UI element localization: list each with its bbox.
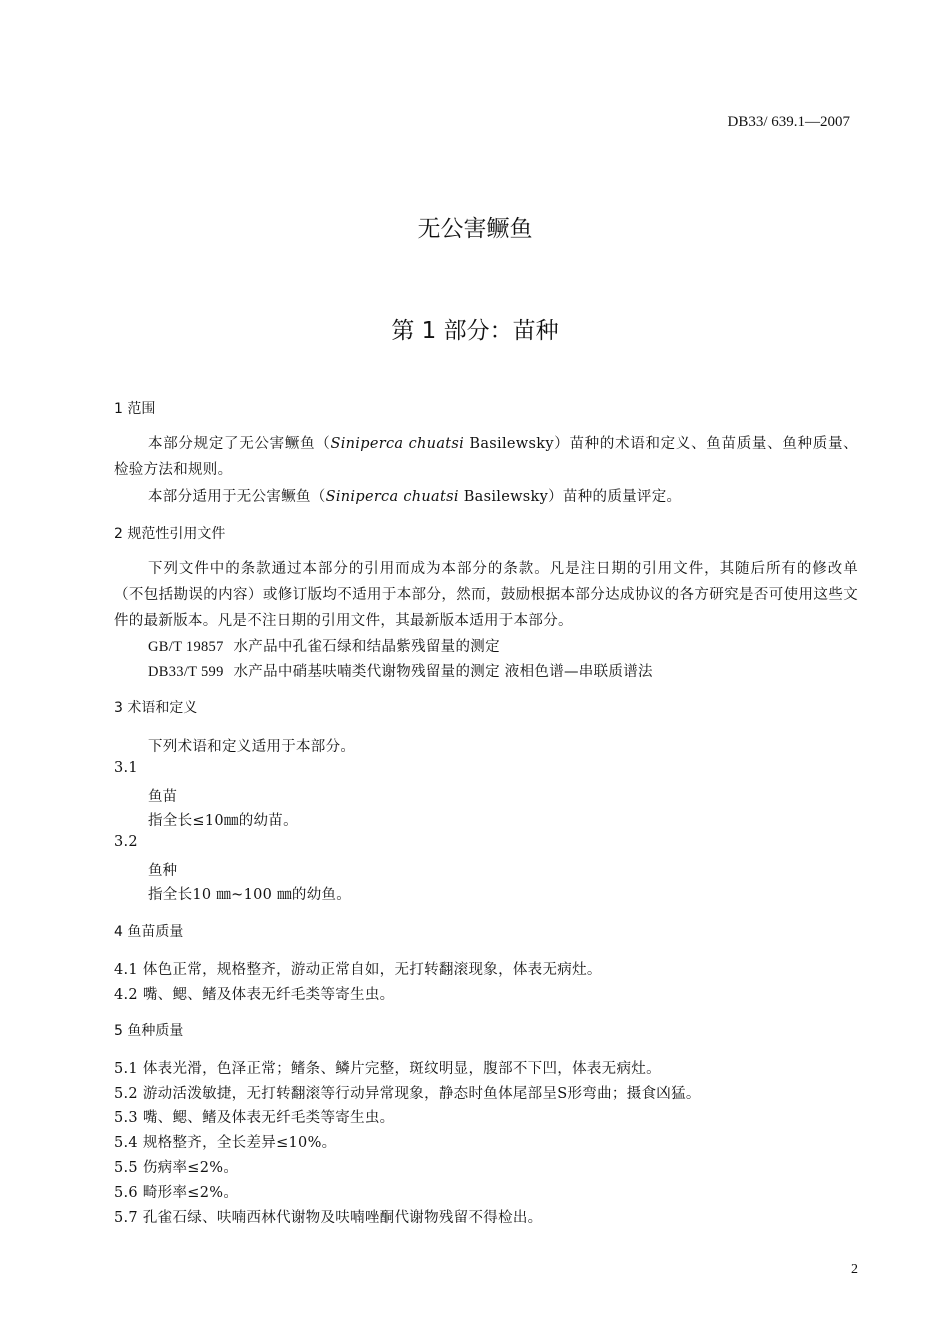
list-item: 4.1 体色正常，规格整齐，游动正常自如，无打转翻滚现象，体表无病灶。: [114, 962, 602, 978]
section-5-heading: 5 鱼种质量: [114, 1023, 184, 1039]
document-title: 无公害鳜鱼: [417, 216, 533, 242]
list-item: 5.7 孔雀石绿、呋喃西林代谢物及呋喃唑酮代谢物残留不得检出。: [114, 1210, 543, 1226]
latin-name: Siniperca chuatsi: [330, 436, 465, 452]
term-2-definition: 指全长10 ㎜~100 ㎜的幼鱼。: [148, 887, 352, 903]
page-number: 2: [851, 1262, 858, 1277]
latin-name: Siniperca chuatsi: [325, 489, 459, 505]
section-3-heading: 3 术语和定义: [114, 700, 198, 716]
section-1-heading: 1 范围: [114, 401, 156, 417]
list-item: 5.5 伤病率≤2%。: [114, 1160, 239, 1176]
standard-code: DB33/ 639.1—2007: [727, 114, 850, 130]
term-1-name: 鱼苗: [148, 789, 177, 805]
list-item: 5.2 游动活泼敏捷，无打转翻滚等行动异常现象，静态时鱼体尾部呈S形弯曲；摄食凶猛。: [114, 1086, 701, 1102]
list-item: 5.4 规格整齐，全长差异≤10%。: [114, 1135, 337, 1151]
section-2-paragraph: 下列文件中的条款通过本部分的引用而成为本部分的条款。凡是注日期的引用文件，其随后所有的修改单（不包括勘误的内容）或修订版均不适用于本部分，然而，鼓励根据本部分达成协议的各方研究是否可使用这些文件的最新版本。凡是不注日期的引用文件，其最新版本适用于本部分。: [114, 561, 858, 629]
section-4-heading: 4 鱼苗质量: [114, 924, 184, 940]
reference-1: GB/T 19857 水产品中孔雀石绿和结晶紫残留量的测定: [148, 639, 500, 655]
list-item: 5.3 嘴、鳃、鳍及体表无纤毛类等寄生虫。: [114, 1110, 395, 1126]
term-2-name: 鱼种: [148, 863, 177, 879]
list-item: 4.2 嘴、鳃、鳍及体表无纤毛类等寄生虫。: [114, 987, 395, 1003]
term-1-number: 3.1: [114, 760, 138, 776]
section-1-paragraph-2: 本部分适用于无公害鳜鱼（Siniperca chuatsi Basilewsky）苗种的质量评定。: [148, 489, 682, 505]
part-title: 第 1 部分：苗种: [391, 318, 559, 344]
list-item: 5.6 畸形率≤2%。: [114, 1185, 239, 1201]
list-item: 5.1 体表光滑，色泽正常；鳍条、鳞片完整，斑纹明显，腹部不下凹，体表无病灶。: [114, 1061, 661, 1077]
reference-2: DB33/T 599 水产品中硝基呋喃类代谢物残留量的测定 液相色谱—串联质谱法: [148, 664, 653, 680]
term-2-number: 3.2: [114, 834, 138, 850]
section-2-heading: 2 规范性引用文件: [114, 526, 226, 542]
section-1-paragraph-1: 本部分规定了无公害鳜鱼（Siniperca chuatsi Basilewsky）苗种的术语和定义、鱼苗质量、鱼种质量、检验方法和规则。: [114, 436, 858, 478]
term-1-definition: 指全长≤10㎜的幼苗。: [148, 813, 298, 829]
section-3-intro: 下列术语和定义适用于本部分。: [148, 739, 356, 755]
